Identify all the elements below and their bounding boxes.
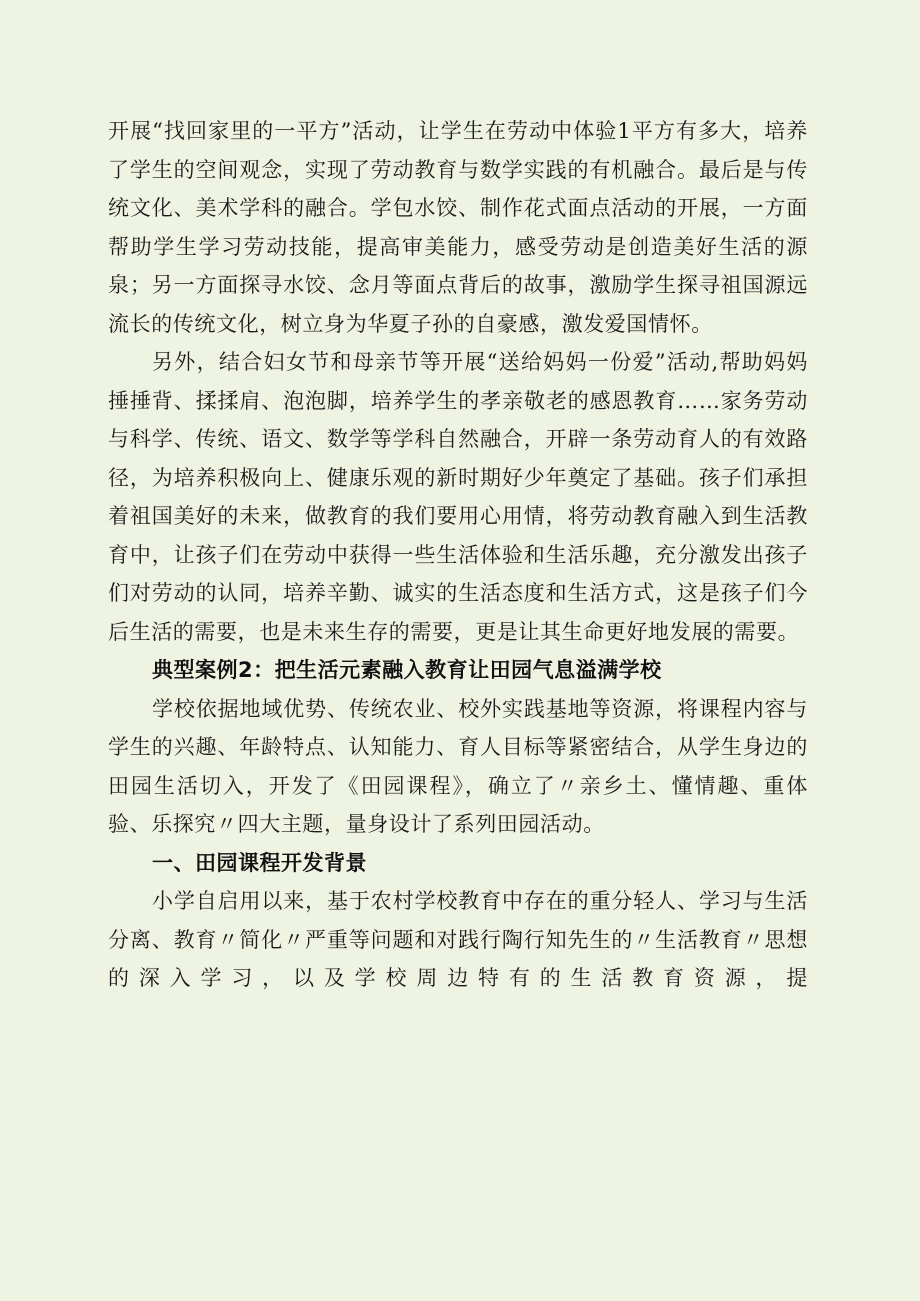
paragraph-mothers-day-activity: 另外，结合妇女节和母亲节等开展“送给妈妈一份爱”活动,帮助妈妈捶捶背、揉揉肩、泡泡脚，培养学生的孝亲敬老的感恩教育……家务劳动与科学、传统、语文、数学等学科自然融合，开辟一条劳动育人的有效路径，为培养积极向上、健康乐观的新时期好少年奠定了基础。孩子们承担着祖国美好的未来，做教育的我们要用心用情，将劳动教育融入到生活教育中，让孩子们在劳动中获得一些生活体验和生活乐趣，充分激发出孩子们对劳动的认同，培养辛勤、诚实的生活态度和生活方式，这是孩子们今后生活的需要，也是未来生存的需要，更是让其生命更好地发展的需要。 <box>108 350 808 644</box>
paragraph-labor-math-culture: 开展“找回家里的一平方”活动，让学生在劳动中体验1平方有多大，培养了学生的空间观念，实现了劳动教育与数学实践的有机融合。最后是与传统文化、美术学科的融合。学包水饺、制作花式面点活动的开展，一方面帮助学生学习劳动技能，提高审美能力，感受劳动是创造美好生活的源泉；另一方面探寻水饺、念月等面点背后的故事，激励学生探寻祖国源远流长的传统文化，树立身为华夏子孙的自豪感，激发爱国情怀。 <box>108 119 808 336</box>
document-page <box>108 112 808 998</box>
paragraph-field-course-intro: 学校依据地域优势、传统农业、校外实践基地等资源，将课程内容与学生的兴趣、年龄特点、认知能力、育人目标等紧密结合，从学生身边的田园生活切入，开发了《田园课程》，确立了〃亲乡土、懂情趣、重体验、乐探究〃四大主题，量身设计了系列田园活动。 <box>108 696 808 836</box>
paragraph-background: 小学自启用以来，基于农村学校教育中存在的重分轻人、学习与生活分离、教育〃简化〃严重等问题和对践行陶行知先生的〃生活教育〃思想的深入学习，以及学校周边特有的生活教育资源，提 <box>108 889 808 990</box>
section-heading-background: 一、田园课程开发背景 <box>152 850 367 875</box>
case-heading-2: 典型案例2：把生活元素融入教育让田园气息溢满学校 <box>152 658 662 682</box>
